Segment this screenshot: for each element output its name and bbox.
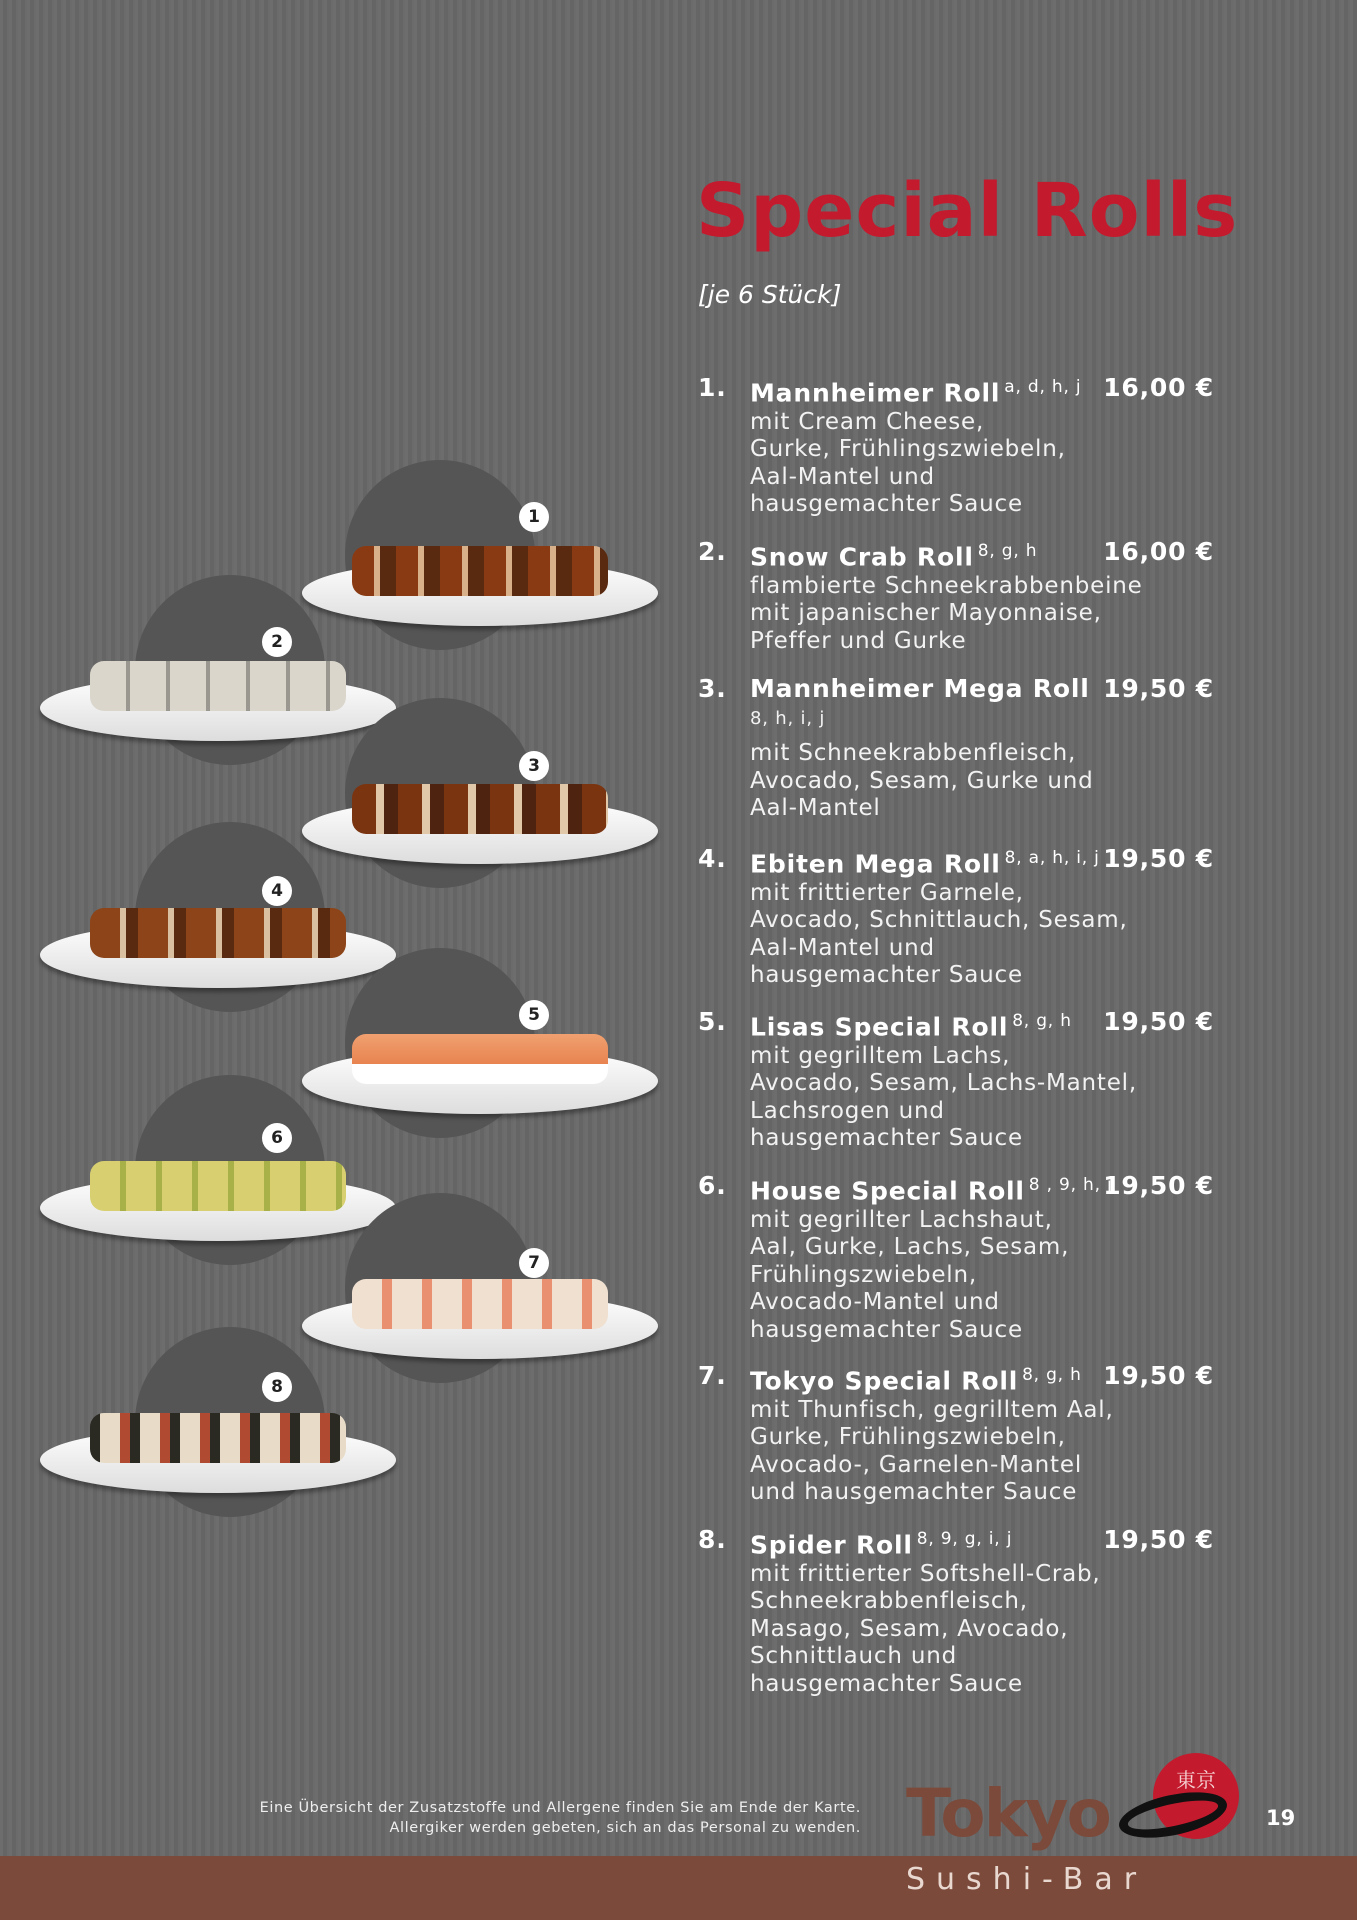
item-number: 8. <box>698 1525 727 1554</box>
item-name-text: Lisas Special Roll <box>750 1012 1009 1042</box>
description-line: Avocado, Sesam, Gurke und <box>750 767 1094 794</box>
item-name-text: Mannheimer Mega Roll <box>750 674 1090 703</box>
item-number: 4. <box>698 844 727 873</box>
description-line: Avocado, Sesam, Lachs-Mantel, <box>750 1070 1137 1097</box>
sushi-roll-image <box>90 1413 346 1463</box>
note-line: Eine Übersicht der Zusatzstoffe und Allergene finden Sie am Ende der Karte. <box>259 1800 861 1816</box>
description-line: Pfeffer und Gurke <box>750 627 967 654</box>
item-allergens: 8, g, h <box>1012 1011 1072 1031</box>
item-name <box>750 1008 1072 1041</box>
sushi-roll-image <box>90 1161 346 1211</box>
photo-number-badge: 1 <box>519 502 549 532</box>
item-number: 2. <box>698 537 727 566</box>
sushi-roll-image <box>90 661 346 711</box>
description-line: Aal, Gurke, Lachs, Sesam, <box>750 1234 1070 1261</box>
sushi-roll-image <box>352 546 608 596</box>
description-line: hausgemachter Sauce <box>750 1125 1023 1152</box>
item-allergens: 8, a, h, i, j <box>1004 848 1100 868</box>
description-line: hausgemachter Sauce <box>750 1670 1023 1697</box>
item-description <box>750 1043 1214 1153</box>
item-allergens: 8, g, h <box>1022 1365 1082 1385</box>
menu-item <box>698 845 1214 990</box>
allergen-note <box>260 1798 861 1838</box>
description-line: mit japanischer Mayonnaise, <box>750 600 1102 627</box>
item-name-text: House Special Roll <box>750 1176 1025 1206</box>
item-number: 6. <box>698 1171 727 1200</box>
description-line: hausgemachter Sauce <box>750 491 1023 518</box>
description-line: Masago, Sesam, Avocado, <box>750 1615 1069 1642</box>
menu-item <box>698 1362 1214 1507</box>
item-description <box>750 409 1214 519</box>
item-name <box>750 374 1081 407</box>
description-line: Aal-Mantel und <box>750 463 935 490</box>
description-line: Lachsrogen und <box>750 1097 945 1124</box>
description-line: Schnittlauch und <box>750 1643 957 1670</box>
menu-item <box>698 374 1214 519</box>
item-allergens: 8, 9, g, i, j <box>916 1529 1013 1549</box>
item-number: 3. <box>698 674 727 703</box>
portion-note: [je 6 Stück] <box>698 280 842 309</box>
menu-item <box>698 1172 1214 1344</box>
description-line: hausgemachter Sauce <box>750 962 1023 989</box>
description-line: mit gegrilltem Lachs, <box>750 1042 1011 1069</box>
menu-item <box>698 1526 1214 1698</box>
description-line: Avocado, Schnittlauch, Sesam, <box>750 907 1128 934</box>
item-description <box>750 880 1214 990</box>
photo-number-badge: 7 <box>519 1248 549 1278</box>
note-line: Allergiker werden gebeten, sich an das Personal zu wenden. <box>389 1820 861 1836</box>
roll-photo-3 <box>302 798 658 864</box>
photo-number-badge: 3 <box>519 751 549 781</box>
description-line: Aal-Mantel und <box>750 934 935 961</box>
description-line: und hausgemachter Sauce <box>750 1479 1078 1506</box>
item-name-text: Spider Roll <box>750 1530 913 1560</box>
description-line: Frühlingszwiebeln, <box>750 1261 977 1288</box>
description-line: mit frittierter Softshell-Crab, <box>750 1560 1101 1587</box>
item-name <box>750 1362 1082 1395</box>
item-allergens: 8, h, i, j <box>750 707 826 729</box>
roll-photo-4 <box>40 922 396 988</box>
item-description <box>750 1561 1214 1699</box>
description-line: Aal-Mantel <box>750 795 881 821</box>
item-price: 19,50 € <box>1103 844 1214 873</box>
page-number: 19 <box>1266 1806 1296 1830</box>
description-line: mit Thunfisch, gegrilltem Aal, <box>750 1396 1114 1423</box>
roll-photo-6 <box>40 1175 396 1241</box>
menu-item <box>698 538 1214 655</box>
roll-photo-5 <box>302 1048 658 1114</box>
item-name <box>750 845 1100 878</box>
sushi-roll-image <box>352 1034 608 1084</box>
item-price: 19,50 € <box>1103 1007 1214 1036</box>
description-line: Avocado-, Garnelen-Mantel <box>750 1451 1083 1478</box>
logo-tagline: Sushi-Bar <box>906 1862 1148 1897</box>
item-description <box>750 1207 1214 1345</box>
item-description <box>750 573 1214 656</box>
photo-number-badge: 5 <box>519 1000 549 1030</box>
footer-band <box>0 1856 1357 1920</box>
item-price: 19,50 € <box>1103 1361 1214 1390</box>
item-name <box>750 1172 1113 1205</box>
photo-number-badge: 6 <box>262 1123 292 1153</box>
item-name-text: Snow Crab Roll <box>750 542 974 572</box>
sushi-roll-image <box>352 1279 608 1329</box>
menu-item <box>698 675 1214 823</box>
item-number: 7. <box>698 1361 727 1390</box>
sushi-roll-image <box>352 784 608 834</box>
item-name <box>750 538 1037 571</box>
item-price: 16,00 € <box>1103 373 1214 402</box>
photo-number-badge: 8 <box>262 1372 292 1402</box>
item-name <box>750 675 1090 703</box>
photo-number-badge: 2 <box>262 627 292 657</box>
description-line: Gurke, Frühlingszwiebeln, <box>750 1424 1066 1451</box>
sushi-roll-image <box>90 908 346 958</box>
menu-item <box>698 1008 1214 1153</box>
description-line: Avocado-Mantel und <box>750 1289 1000 1316</box>
item-name-text: Mannheimer Roll <box>750 378 1001 408</box>
roll-photo-2 <box>40 675 396 741</box>
item-number: 1. <box>698 373 727 402</box>
description-line: Gurke, Frühlingszwiebeln, <box>750 436 1066 463</box>
description-line: mit gegrillter Lachshaut, <box>750 1206 1053 1233</box>
description-line: hausgemachter Sauce <box>750 1316 1023 1343</box>
item-price: 19,50 € <box>1103 1525 1214 1554</box>
photo-number-badge: 4 <box>262 876 292 906</box>
roll-photo-7 <box>302 1293 658 1359</box>
item-name-text: Tokyo Special Roll <box>750 1366 1019 1396</box>
item-description <box>750 1397 1214 1507</box>
roll-photo-8 <box>40 1427 396 1493</box>
item-description <box>750 740 1214 823</box>
logo-text: Tokyo <box>906 1775 1110 1852</box>
item-price: 16,00 € <box>1103 537 1214 566</box>
item-price: 19,50 € <box>1103 1171 1214 1200</box>
item-allergens: 8 , 9, h, j <box>1028 1175 1113 1195</box>
item-allergens: a, d, h, j <box>1004 377 1082 397</box>
description-line: mit Schneekrabbenfleisch, <box>750 740 1077 766</box>
description-line: Schneekrabbenfleisch, <box>750 1588 1028 1615</box>
description-line: mit Cream Cheese, <box>750 408 985 435</box>
item-name <box>750 1526 1012 1559</box>
page-title: Special Rolls <box>696 168 1239 254</box>
description-line: flambierte Schneekrabbenbeine <box>750 572 1143 599</box>
item-price: 19,50 € <box>1103 674 1214 703</box>
item-name-text: Ebiten Mega Roll <box>750 849 1001 879</box>
logo-sun-icon: 東京 <box>1153 1753 1239 1839</box>
item-number: 5. <box>698 1007 727 1036</box>
roll-photo-1 <box>302 560 658 626</box>
item-allergens: 8, g, h <box>977 541 1038 561</box>
description-line: mit frittierter Garnele, <box>750 879 1024 906</box>
